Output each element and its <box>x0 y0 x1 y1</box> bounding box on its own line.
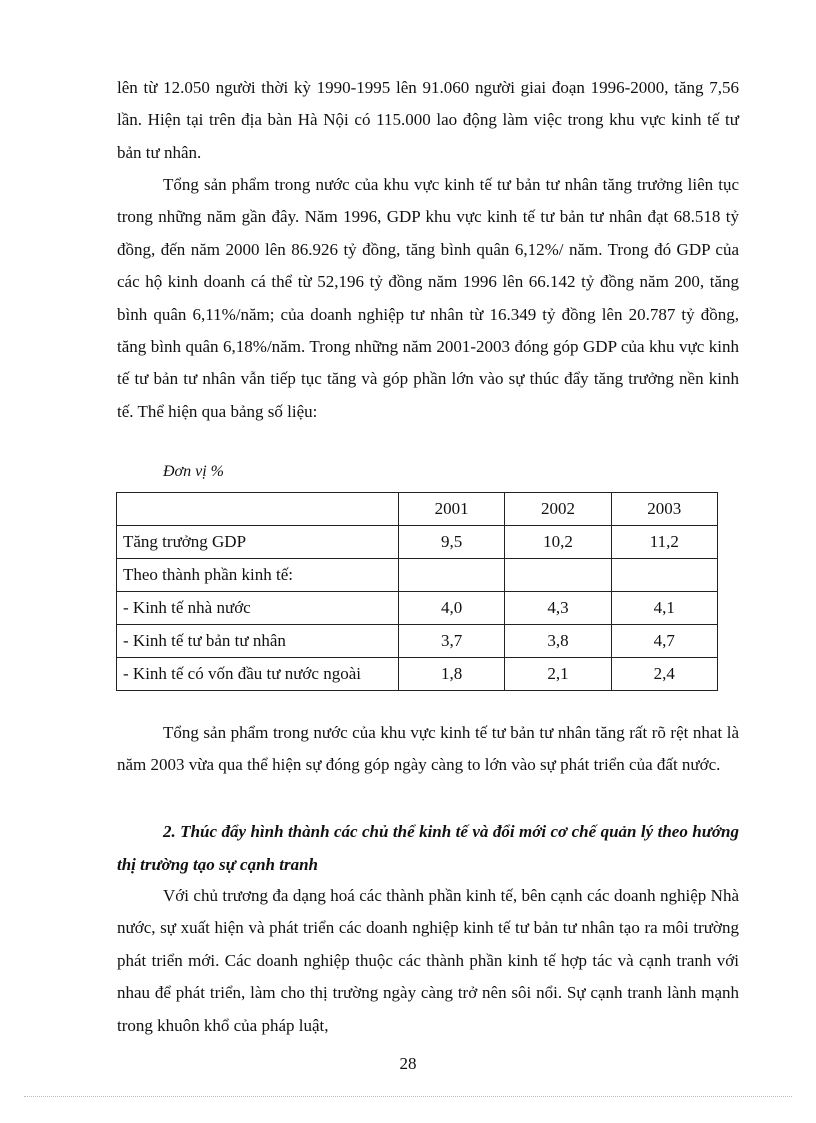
paragraph-3 <box>117 717 739 782</box>
cell-2002 <box>505 559 611 592</box>
table-row <box>117 592 718 625</box>
paragraph-3-text: Tổng sản phẩm trong nước của khu vực kinh tế tư bản tư nhân tăng rất rõ rệt nhat là năm 2003 vừa qua thể hiện sự đóng góp ngày càng to lớn vào sự phát triển của đất nước. <box>117 723 739 775</box>
paragraph-1-text: lên từ 12.050 người thời kỳ 1990-1995 lên 91.060 người giai đoạn 1996-2000, tăng 7,56 lần. Hiện tại trên địa bàn Hà Nội có 115.000 lao động làm việc trong khu vực kinh tế tư bản tư nhân. <box>117 78 739 162</box>
table-row <box>117 625 718 658</box>
cell-2003: 4,1 <box>611 592 717 625</box>
cell-2001 <box>398 559 504 592</box>
cell-2002: 3,8 <box>505 625 611 658</box>
paragraph-1 <box>117 72 739 169</box>
cell-2003: 4,7 <box>611 625 717 658</box>
paragraph-4 <box>117 880 739 1042</box>
cell-2001: 1,8 <box>398 658 504 691</box>
paragraph-2-text: Tổng sản phẩm trong nước của khu vực kinh tế tư bản tư nhân tăng trưởng liên tục trong những năm gần đây. Năm 1996, GDP khu vực kinh tế tư bản tư nhân đạt 68.518 tỷ đồng, đến năm 2000 lên 86.926 tỷ đồng, tăng bình quân 6,12%/ năm. Trong đó GDP của các hộ kinh doanh cá thể từ 52,196 tỷ đồng năm 1996 lên 66.142 tỷ đồng năm 200, tăng bình quân 6,11%/năm; của doanh nghiệp tư nhân từ 16.349 tỷ đồng lên 20.787 tỷ đồng, tăng bình quân 6,18%/năm. Trong những năm 2001-2003 đóng góp GDP của khu vực kinh tế tư bản tư nhân vẫn tiếp tục tăng và góp phần lớn vào sự thúc đẩy tăng trưởng nền kinh tế. Thể hiện qua bảng số liệu: <box>117 175 739 421</box>
cell-2001: 4,0 <box>398 592 504 625</box>
gdp-growth-table <box>116 492 718 691</box>
table-row <box>117 526 718 559</box>
table-unit-label: Đơn vị % <box>163 463 224 480</box>
cell-2001: 9,5 <box>398 526 504 559</box>
row-label: Tăng trưởng GDP <box>117 526 399 559</box>
cell-2003: 11,2 <box>611 526 717 559</box>
cell-2002: 10,2 <box>505 526 611 559</box>
cell-2001: 3,7 <box>398 625 504 658</box>
table-header-2003: 2003 <box>611 493 717 526</box>
paragraph-4-text: Với chủ trương đa dạng hoá các thành phần kinh tế, bên cạnh các doanh nghiệp Nhà nước, sự xuất hiện và phát triển các doanh nghiệp kinh tế tư bản tư nhân tạo ra môi trường phát triển mới. Các doanh nghiệp thuộc các thành phần kinh tế hợp tác và cạnh tranh với nhau để phát triển, làm cho thị trường ngày càng trở nên sôi nổi. Sự cạnh tranh lành mạnh trong khuôn khổ của pháp luật, <box>117 886 739 1035</box>
table-row <box>117 559 718 592</box>
section-heading-text: 2. Thúc đẩy hình thành các chủ thể kinh tế và đổi mới cơ chế quản lý theo hướng thị trường tạo sự cạnh tranh <box>117 822 739 874</box>
cell-2003 <box>611 559 717 592</box>
cell-2002: 4,3 <box>505 592 611 625</box>
cell-2003: 2,4 <box>611 658 717 691</box>
row-label: - Kinh tế nhà nước <box>117 592 399 625</box>
page-bottom-divider <box>24 1096 792 1097</box>
cell-2002: 2,1 <box>505 658 611 691</box>
row-label: - Kinh tế có vốn đầu tư nước ngoài <box>117 658 399 691</box>
paragraph-2 <box>117 169 739 428</box>
row-label: Theo thành phần kinh tế: <box>117 559 399 592</box>
table-header-row <box>117 493 718 526</box>
page-number: 28 <box>399 1054 417 1073</box>
table-header-2001: 2001 <box>398 493 504 526</box>
table-row <box>117 658 718 691</box>
table-header-2002: 2002 <box>505 493 611 526</box>
row-label: - Kinh tế tư bản tư nhân <box>117 625 399 658</box>
table-header-empty <box>117 493 399 526</box>
section-heading <box>117 815 739 881</box>
